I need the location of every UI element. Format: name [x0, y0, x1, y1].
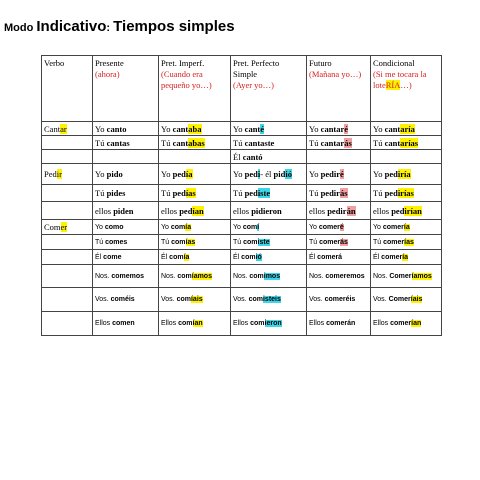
conjugation-cell: Yo pediré: [307, 164, 371, 185]
conjugation-cell: Tú cantas: [93, 136, 159, 150]
table-row: [42, 136, 442, 150]
verb-cell: Pedir: [42, 164, 93, 185]
conjugation-cell: Vos. comeréis: [307, 288, 371, 312]
conjugation-cell: Yo canto: [93, 122, 159, 136]
header-row: [42, 56, 442, 122]
conjugation-cell: Ellos comerían: [371, 312, 442, 336]
page-title: [4, 18, 235, 36]
conjugation-cell: Yo cantaba: [159, 122, 231, 136]
table-row: [42, 235, 442, 250]
header-perfecto-simple: Pret. Perfecto Simple (Ayer yo…): [231, 56, 307, 122]
conjugation-cell: Vos. comíais: [159, 288, 231, 312]
conjugation-cell: ellos pidieron: [231, 202, 307, 220]
verb-cell: [42, 312, 93, 336]
conjugation-cell: Él cantó: [231, 150, 307, 164]
conjugation-cell: Él comería: [371, 250, 442, 265]
conjugation-cell: Yo pido: [93, 164, 159, 185]
conjugation-cell: [371, 150, 442, 164]
table-row: [42, 150, 442, 164]
conjugation-cell: Ellos comieron: [231, 312, 307, 336]
table-row: [42, 164, 442, 185]
verb-cell: Cantar: [42, 122, 93, 136]
verb-cell: [42, 202, 93, 220]
table-row: [42, 202, 442, 220]
conjugation-cell: Tú pedías: [159, 185, 231, 202]
table-row: [42, 250, 442, 265]
conjugation-table: [41, 55, 442, 336]
conjugation-cell: Yo comeré: [307, 220, 371, 235]
verb-cell: [42, 265, 93, 288]
table-row: [42, 185, 442, 202]
conjugation-cell: Yo pediría: [371, 164, 442, 185]
conjugation-cell: Ellos comerán: [307, 312, 371, 336]
conjugation-cell: ellos pedían: [159, 202, 231, 220]
verb-cell: [42, 288, 93, 312]
conjugation-cell: Tú cantabas: [159, 136, 231, 150]
table-row: [42, 288, 442, 312]
header-imperfecto: Pret. Imperf. (Cuando era pequeño yo…): [159, 56, 231, 122]
title-part-3: :: [106, 22, 114, 34]
conjugation-cell: Tú comías: [159, 235, 231, 250]
conjugation-cell: Yo como: [93, 220, 159, 235]
title-part-4: Tiempos simples: [113, 18, 235, 35]
header-verb: Verbo: [42, 56, 93, 122]
conjugation-cell: Él comerá: [307, 250, 371, 265]
conjugation-cell: Yo pedi- él pidió: [231, 164, 307, 185]
conjugation-cell: ellos pedirían: [371, 202, 442, 220]
verb-cell: [42, 185, 93, 202]
conjugation-cell: Vos. coméis: [93, 288, 159, 312]
header-presente: Presente (ahora): [93, 56, 159, 122]
conjugation-cell: Tú cantaste: [231, 136, 307, 150]
conjugation-cell: ellos pedirán: [307, 202, 371, 220]
conjugation-cell: Tú comes: [93, 235, 159, 250]
conjugation-cell: Tú pediste: [231, 185, 307, 202]
verb-cell: [42, 235, 93, 250]
table-row: [42, 220, 442, 235]
table-row: [42, 312, 442, 336]
conjugation-cell: Él comía: [159, 250, 231, 265]
conjugation-cell: Nos. comeremos: [307, 265, 371, 288]
conjugation-cell: Tú pedirías: [371, 185, 442, 202]
verb-cell: [42, 150, 93, 164]
conjugation-cell: Tú cantarás: [307, 136, 371, 150]
conjugation-cell: Yo pedía: [159, 164, 231, 185]
conjugation-cell: Nos. comimos: [231, 265, 307, 288]
conjugation-cell: Tú pedirás: [307, 185, 371, 202]
table-row: [42, 265, 442, 288]
verb-cell: [42, 136, 93, 150]
header-futuro: Futuro (Mañana yo…): [307, 56, 371, 122]
conjugation-cell: Él comió: [231, 250, 307, 265]
conjugation-cell: Ellos comían: [159, 312, 231, 336]
conjugation-cell: Nos. comemos: [93, 265, 159, 288]
conjugation-cell: Tú pides: [93, 185, 159, 202]
title-part-1: Modo: [4, 22, 37, 34]
conjugation-cell: Tú comiste: [231, 235, 307, 250]
conjugation-cell: Vos. Comeríais: [371, 288, 442, 312]
header-condicional: Condicional (Si me tocara la loteRÍA…): [371, 56, 442, 122]
conjugation-cell: Yo cantaré: [307, 122, 371, 136]
conjugation-cell: Yo comí: [231, 220, 307, 235]
title-part-2: Indicativo: [36, 18, 107, 35]
conjugation-cell: Yo comería: [371, 220, 442, 235]
conjugation-cell: Yo comía: [159, 220, 231, 235]
conjugation-cell: Yo cantaría: [371, 122, 442, 136]
conjugation-cell: Vos. comisteis: [231, 288, 307, 312]
verb-cell: Comer: [42, 220, 93, 235]
conjugation-cell: Tú cantarías: [371, 136, 442, 150]
conjugation-cell: Yo canté: [231, 122, 307, 136]
table-row: [42, 122, 442, 136]
conjugation-cell: [93, 150, 159, 164]
conjugation-cell: Tú comerías: [371, 235, 442, 250]
conjugation-cell: Ellos comen: [93, 312, 159, 336]
verb-cell: [42, 250, 93, 265]
conjugation-cell: Él come: [93, 250, 159, 265]
conjugation-cell: Nos. Comeríamos: [371, 265, 442, 288]
conjugation-cell: Nos. comíamos: [159, 265, 231, 288]
conjugation-cell: ellos piden: [93, 202, 159, 220]
table-body: [42, 122, 442, 336]
conjugation-cell: Tú comerás: [307, 235, 371, 250]
conjugation-cell: [159, 150, 231, 164]
conjugation-cell: [307, 150, 371, 164]
